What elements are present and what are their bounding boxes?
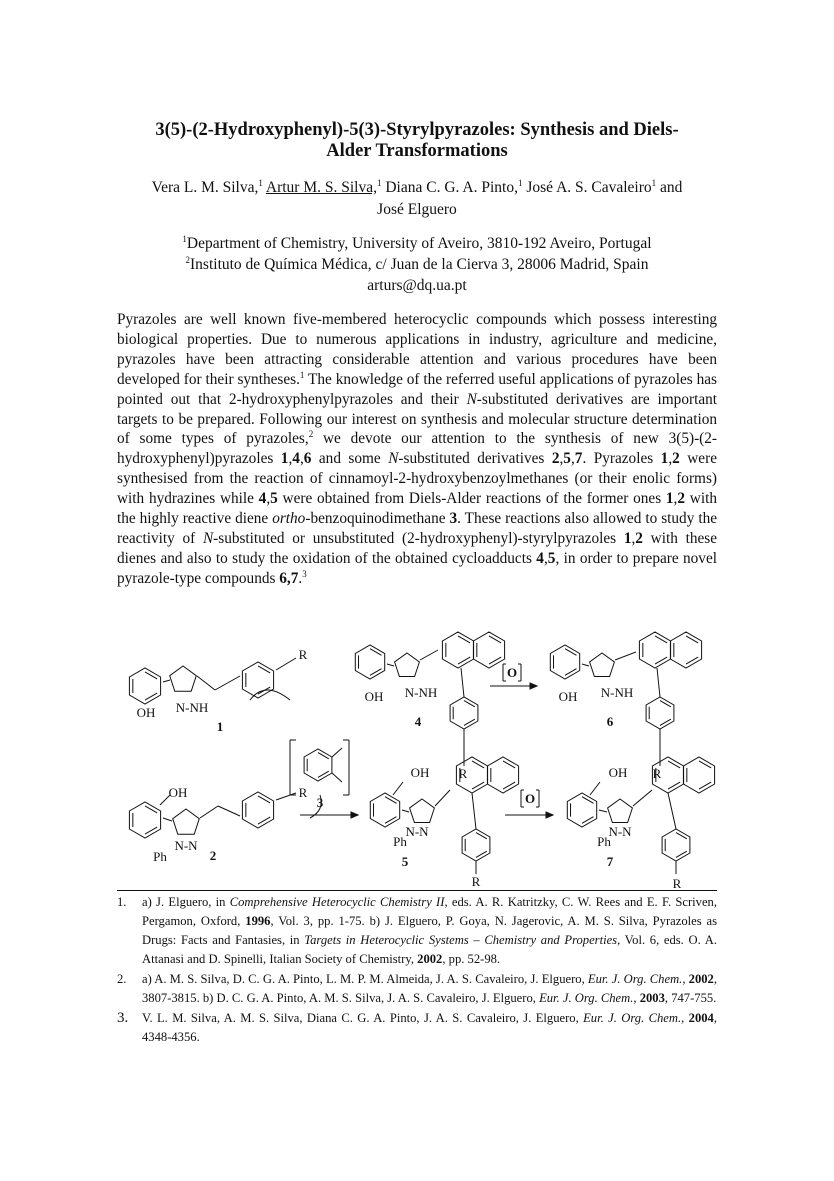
text-segment: , 4348-4356. [142,1011,717,1044]
author-affiliation-mark: 1 [517,178,523,188]
nn-label: N-N [608,824,632,839]
double-bond [582,817,593,824]
compound-number: 6 [606,714,614,729]
text-segment: 2004 [688,1011,714,1025]
ph-label: Ph [597,834,611,849]
text-segment: , [559,450,564,468]
compound-number: 7 [606,854,614,869]
bond [393,782,403,795]
text-segment: , Vol. 6, eds. O. A. Attanasi and D. Spinelli, Italian Society of Chemistry, [142,933,717,966]
author-name: Diana C. G. A. Pinto, [385,179,518,196]
benzene-ring [487,757,518,793]
double-bond [686,636,698,643]
bond [472,793,476,829]
bond [590,782,600,795]
compound-number: 2 [209,848,217,863]
benzene-ring [662,829,690,861]
text-segment: 3 [302,568,307,579]
text-segment: -substituted derivatives [398,450,552,468]
reference-text [142,970,717,1008]
bond [599,810,607,812]
double-bond [145,827,157,834]
text-segment: 3 [449,510,458,528]
text-segment: 2 [672,450,680,468]
benzene-ring [242,792,273,828]
text-segment: 5 [547,549,556,567]
double-bond [668,782,680,789]
text-segment: N [388,450,399,468]
text-segment: were synthesised from the reaction of cinnamoyl-2-hydroxybenzoylmethanes (or their enolic forms) with hydrazines while [117,450,717,508]
text-segment: , [633,991,640,1005]
text-segment: , 3807-3815. b) D. C. G. A. Pinto, A. M. S. Silva, J. A. S. Cavaleiro, J. Elguero, [142,972,717,1005]
text-segment: 1 [280,450,289,468]
text-segment: , Vol. 3, pp. 1-75. b) J. Elguero, P. Goya, N. Jagerovic, A. M. S. Silva, Pyrazoles as Drugs: Facts and Fantasies, in [142,914,717,947]
author-name: Vera L. M. Silva, [151,179,259,196]
author-affiliation-mark: 1 [651,178,657,188]
cyclohexane-ring [442,632,473,668]
text-segment: and some [311,450,389,468]
double-bond [472,782,484,789]
nh-label: N-NH [175,700,209,715]
text-segment: 4 [292,450,300,468]
r-label: R [458,766,468,781]
text-segment: . Pyrazoles [582,450,661,468]
double-bond [458,636,470,643]
text-segment: 2002 [417,952,443,966]
text-segment: 4 [258,490,267,508]
bond [387,664,394,666]
text-segment: -substituted derivatives are important targets to be prepared. Following our interest on synthesis and molecular structure determination of some types of pyrazoles, [117,390,718,448]
nn-label: N-N [405,824,429,839]
affiliation-mark: 2 [185,255,191,265]
double-bond [318,771,329,777]
text-segment: 6 [303,450,312,468]
oxidant-label: O [506,665,518,680]
double-bond [464,719,475,725]
text-segment: Eur. J. Org. Chem. [583,1011,682,1025]
bond [163,680,170,682]
pyrazole-ring [395,653,420,677]
double-bond [258,796,270,803]
benzene-ring [646,697,674,729]
bond [197,676,215,690]
r-label: R [298,647,308,662]
text-segment: Comprehensive Heterocyclic Chemistry II [229,895,445,909]
benzene-ring [355,645,384,679]
text-segment: a) A. M. S. Silva, D. C. G. A. Pinto, L. M. P. M. Almeida, J. A. S. Cavaleiro, J. Elguero, [142,972,588,986]
text-segment: 6,7 [279,569,299,587]
double-bond [385,797,396,804]
bond [332,773,342,782]
bond [402,810,409,812]
text-segment: . [298,569,303,587]
r-label: R [471,874,481,889]
text-segment: , [673,490,678,508]
compound-number: 4 [414,714,422,729]
arrow-head [546,812,553,818]
text-segment: Targets in Heterocyclic Systems – Chemistry and Properties [304,933,618,947]
double-bond [686,657,698,664]
bond [420,650,438,660]
compound-number: 1 [216,719,224,734]
text-segment: 2003 [639,991,665,1005]
double-bond [565,649,576,656]
double-bond [582,797,593,804]
pyrazole-ring [410,799,435,823]
oh-label: OH [558,689,578,704]
text-segment: , [668,450,673,468]
text-segment: , [681,1011,689,1025]
r-label: R [652,766,662,781]
text-segment: , 747-755. [664,991,717,1005]
benzene-ring [550,645,579,679]
bond [657,668,660,697]
author-name: and [660,179,683,196]
double-bond [660,701,671,707]
author-name: José Elguero [377,201,457,218]
double-bond [464,701,475,707]
affiliation-text: arturs@dq.ua.pt [367,277,467,294]
reference-item [117,1009,717,1047]
bond [200,806,218,818]
text-segment: 1 [660,450,669,468]
double-bond [145,806,157,813]
text-segment: , [543,549,548,567]
bond [461,668,464,697]
text-segment: 2002 [688,972,714,986]
text-segment: N [202,529,214,547]
oxidant-label: O [524,791,536,806]
double-bond [370,669,381,676]
double-bond [676,833,687,839]
benzene-ring [473,632,504,668]
benzene-ring [670,632,701,668]
double-bond [145,693,157,700]
text-segment: V. L. M. Silva, A. M. S. Silva, Diana C. G. A. Pinto, J. A. S. Cavaleiro, J. Elguero, [142,1011,584,1025]
nh-label: N-NH [404,685,438,700]
text-segment: with these dienes and also to study the oxidation of the obtained cycloadducts [117,529,718,567]
bond [615,652,636,660]
arrow-head [530,683,537,689]
text-segment: Eur. J. Org. Chem. [587,972,683,986]
benzene-ring [129,802,160,838]
double-bond [660,719,671,725]
benzene-ring [567,793,596,827]
bond [215,676,240,690]
bond [332,748,342,757]
text-segment: we devote our attention to the synthesis of new 3(5)-(2-hydroxyphenyl)pyrazoles [117,430,717,468]
reference-text [142,893,717,969]
affiliation-mark: 1 [182,234,187,244]
double-bond [489,657,501,664]
pyrazole-ring [170,666,197,691]
double-bond [676,851,687,857]
r-label: R [298,785,308,800]
bond [276,658,296,670]
double-bond [668,761,680,768]
arrow-head [351,812,358,818]
benzene-ring [639,632,670,668]
reference-text [142,1009,717,1047]
double-bond [476,833,487,839]
compound-number: 5 [401,854,409,869]
text-segment: 5 [563,450,571,468]
reference-number: 2. [117,972,127,986]
pyrazole-ring [608,799,633,823]
text-segment: Pyrazoles are well known five-membered heterocyclic compounds which possess interesting biological properties. Due to numerous applications in industry, agriculture and medicine, pyrazoles have been attracting considerable attention and various procedures have been developed for their syntheses. [117,311,717,388]
text-segment: , eds. A. R. Katritzky, C. W. Rees and E. F. Scriven, Pergamon, Oxford, [142,895,717,928]
double-bond [370,649,381,656]
double-bond [318,753,329,759]
text-segment: , in order to prepare novel pyrazole-type compounds [117,549,717,587]
author-affiliation-mark: 1 [376,178,382,188]
text-segment: -benzoquinodimethane [305,510,450,528]
text-segment: 1 [665,490,674,508]
paper-title: 3(5)-(2-Hydroxyphenyl)-5(3)-Styrylpyrazoles: Synthesis and Diels- Alder Transformations [155,120,679,161]
double-bond [699,761,711,768]
text-segment: 4 [536,549,544,567]
text-segment: 2 [635,529,643,547]
double-bond [565,669,576,676]
affiliation-text: Instituto de Química Médica, c/ Juan de la Cierva 3, 28006 Madrid, Spain [190,256,649,273]
double-bond [458,657,470,664]
nh-label: N-NH [600,685,634,700]
benzene-ring [462,829,490,861]
bond [435,790,450,806]
bond [276,793,296,800]
oh-label: OH [410,765,430,780]
double-bond [145,672,157,679]
footnote-divider [117,890,717,891]
text-segment: , [299,450,304,468]
double-bond [699,782,711,789]
text-segment: , [682,972,689,986]
ph-label: Ph [153,849,167,864]
ph-label: Ph [393,834,407,849]
text-segment: with the highly reactive diene [117,490,717,528]
text-segment: , [631,529,636,547]
double-bond [258,817,270,824]
double-bond [503,782,515,789]
text-segment: , [288,450,293,468]
text-segment: a) J. Elguero, in [142,895,230,909]
double-bond [503,761,515,768]
affiliation-text: Department of Chemistry, University of Aveiro, 3810-192 Aveiro, Portugal [186,235,652,252]
diene-ring [304,749,332,781]
oh-label: OH [168,785,188,800]
text-segment: -substituted or unsubstituted (2-hydroxyphenyl)-styrylpyrazoles [213,529,624,547]
r-label: R [672,876,682,891]
bond [668,793,676,829]
text-segment: , [570,450,575,468]
double-bond [472,761,484,768]
benzene-ring [370,793,399,827]
double-bond [385,817,396,824]
text-segment: The knowledge of the referred useful applications of pyrazoles has pointed out that 2-hydroxyphenylpyrazoles and their [117,370,717,408]
bond [582,664,589,666]
author-affiliation-mark: 1 [258,178,263,188]
text-segment: 1 [299,369,305,380]
text-segment: ortho [272,510,306,528]
reference-number: 3. [117,1010,129,1026]
text-segment: 7 [574,450,583,468]
text-segment: 1996 [245,914,271,928]
double-bond [476,851,487,857]
author-name: José A. S. Cavaleiro [526,179,652,196]
references-list [117,893,717,1048]
text-segment: 5 [270,490,278,508]
text-segment: , pp. 52-98. [442,952,501,966]
bond [633,790,652,806]
compound-number: 3 [316,795,324,810]
bond [218,806,240,816]
pyrazole-ring [590,653,615,677]
benzene-ring [450,697,478,729]
text-segment: 1 [623,529,632,547]
double-bond [258,666,270,673]
text-segment: 2 [551,450,560,468]
benzene-ring [129,668,160,704]
nn-label: N-N [174,838,198,853]
pyrazole-ring [173,809,200,834]
bond [163,818,172,821]
text-segment: 2 [677,490,686,508]
oh-label: OH [364,689,384,704]
double-bond [489,636,501,643]
oh-label: OH [608,765,628,780]
text-segment: N [466,390,477,408]
text-segment: . These reactions also allowed to study the reactivity of [117,510,718,547]
reference-item [117,970,717,1008]
author-name: Artur M. S. Silva, [265,179,377,196]
double-bond [655,657,667,664]
oh-label: OH [136,705,156,720]
double-bond [655,636,667,643]
text-segment: 2 [308,429,314,440]
text-segment: were obtained from Diels-Alder reactions of the former ones [277,490,666,508]
reference-number: 1. [117,895,127,909]
text-segment: Eur. J. Org. Chem. [539,991,634,1005]
benzene-ring [683,757,714,793]
reference-item [117,893,717,969]
text-segment: , [266,490,271,508]
